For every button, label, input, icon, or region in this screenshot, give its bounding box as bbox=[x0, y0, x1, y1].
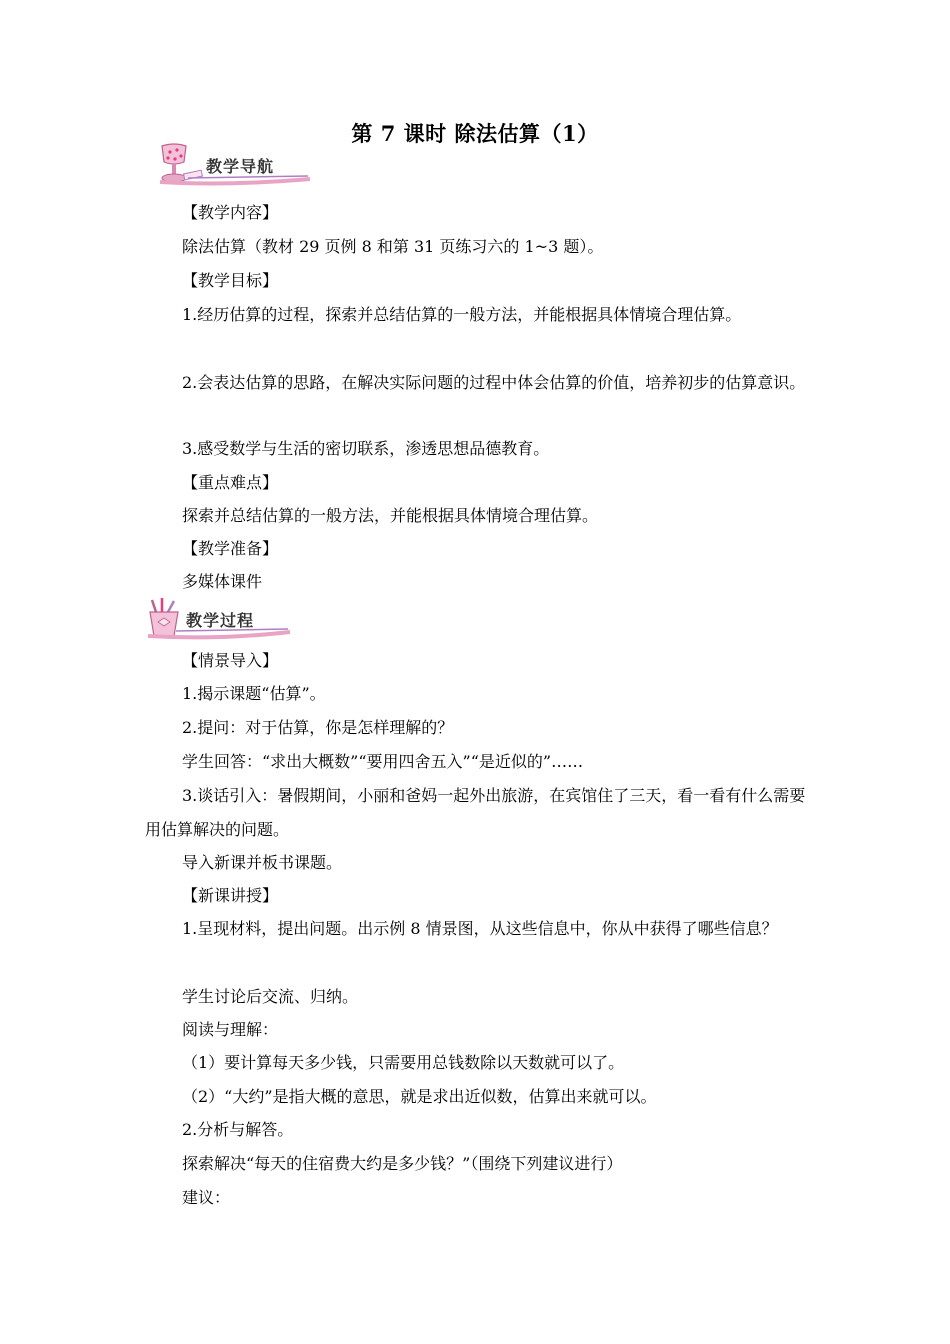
intro-3: 3.谈话引入：暑假期间，小丽和爸妈一起外出旅游，在宾馆住了三天，看一看有什么需要用估算解决的问题。 bbox=[145, 786, 806, 839]
new-7: 探索解决“每天的住宿费大约是多少钱？”（围绕下列建议进行） bbox=[182, 1154, 623, 1173]
new-8: 建议： bbox=[182, 1188, 231, 1207]
content-heading: 【教学内容】 bbox=[182, 203, 279, 222]
intro-2: 2.提问：对于估算，你是怎样理解的？ bbox=[182, 718, 454, 737]
prep-text: 多媒体课件 bbox=[182, 572, 263, 591]
page-title: 第 7 课时 除法估算（1） bbox=[351, 121, 599, 146]
new-6: 2.分析与解答。 bbox=[182, 1120, 294, 1139]
content-text: 除法估算（教材 29 页例 8 和第 31 页练习六的 1~3 题）。 bbox=[182, 237, 604, 256]
new-1: 1.呈现材料，提出问题。出示例 8 情景图，从这些信息中，你从中获得了哪些信息？ bbox=[182, 919, 778, 938]
intro-1: 1.揭示课题“估算”。 bbox=[182, 684, 326, 703]
goal-1: 1.经历估算的过程，探索并总结估算的一般方法，并能根据具体情境合理估算。 bbox=[182, 305, 742, 324]
banner-label-process: 教学过程 bbox=[186, 611, 255, 630]
prep-heading: 【教学准备】 bbox=[182, 539, 279, 558]
intro-4: 导入新课并板书课题。 bbox=[182, 853, 343, 872]
banner-label-guide: 教学导航 bbox=[206, 157, 275, 176]
new-3: 阅读与理解： bbox=[182, 1020, 279, 1039]
banner-underline bbox=[148, 142, 313, 188]
goal-3: 3.感受数学与生活的密切联系，渗透思想品德教育。 bbox=[182, 439, 550, 458]
banner-underline bbox=[140, 598, 300, 644]
key-heading: 【重点难点】 bbox=[182, 473, 279, 492]
goals-heading: 【教学目标】 bbox=[182, 271, 279, 290]
new-5: （2）“大约”是指大概的意思，就是求出近似数，估算出来就可以。 bbox=[182, 1087, 657, 1106]
goal-2: 2.会表达估算的思路，在解决实际问题的过程中体会估算的价值，培养初步的估算意识。 bbox=[182, 373, 806, 392]
banner-teaching-process bbox=[140, 598, 300, 644]
intro-heading: 【情景导入】 bbox=[182, 651, 279, 670]
new-4: （1）要计算每天多少钱，只需要用总钱数除以天数就可以了。 bbox=[182, 1053, 625, 1072]
banner-teaching-guide bbox=[148, 142, 313, 188]
new-2: 学生讨论后交流、归纳。 bbox=[182, 987, 359, 1006]
intro-answer: 学生回答：“求出大概数”“要用四舍五入”“是近似的”…… bbox=[182, 752, 584, 771]
key-text: 探索并总结估算的一般方法，并能根据具体情境合理估算。 bbox=[182, 506, 599, 525]
new-heading: 【新课讲授】 bbox=[182, 886, 279, 905]
